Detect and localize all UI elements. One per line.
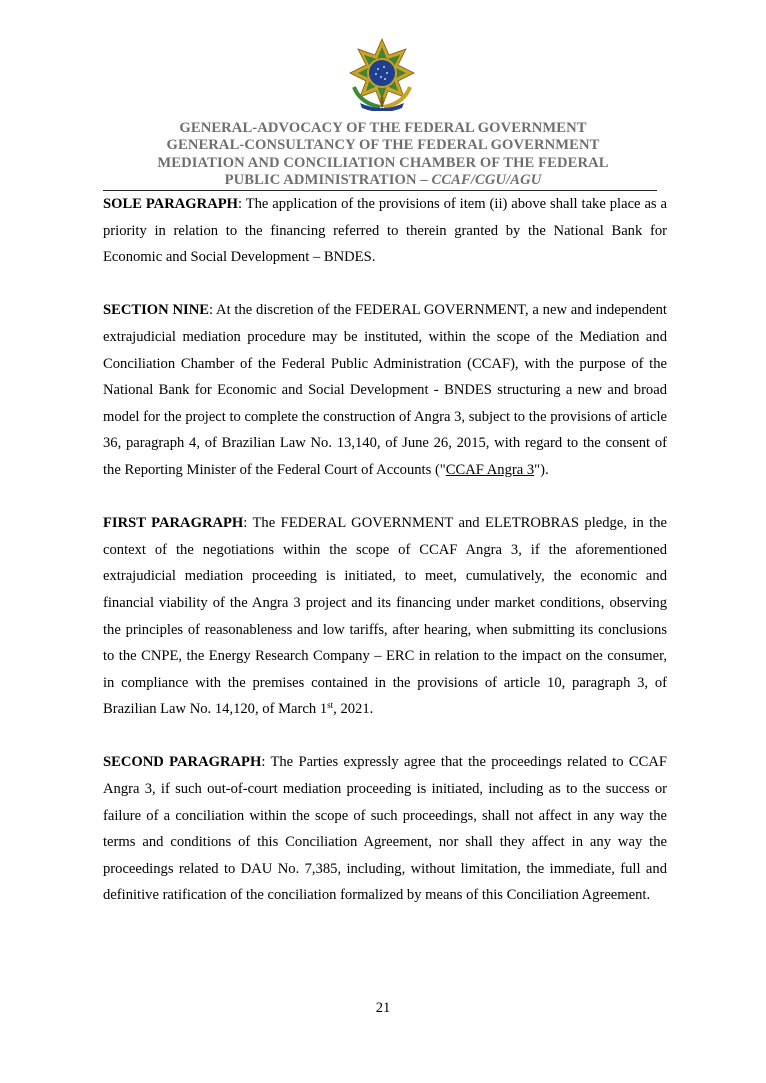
section-nine-label: SECTION NINE: [103, 302, 209, 319]
header-line-consultancy: GENERAL-CONSULTANCY OF THE FEDERAL GOVERNMENT: [166, 137, 600, 154]
first-paragraph: [103, 510, 667, 723]
sole-paragraph: [103, 191, 667, 271]
first-paragraph-text-end: , 2021.: [333, 701, 374, 718]
brazil-coat-of-arms-emblem: [346, 37, 418, 111]
header-line-administration: [90, 172, 676, 189]
header-line-agency: GENERAL-ADVOCACY OF THE FEDERAL GOVERNMENT: [179, 120, 587, 136]
document-body: [103, 191, 667, 936]
second-paragraph-label: SECOND PARAGRAPH: [103, 754, 262, 771]
section-nine-text: : At the discretion of the FEDERAL GOVERNMENT, a new and independent extrajudicial mediation procedure may be instituted, within the scope of the Mediation and Conciliation Chamber of the Federal Public Administration (CCAF), with the purpose of the National Bank for Economic and Social Development - BNDES structuring a new and broad model for the project to complete the construction of Angra 3, subject to the provisions of article 36, paragraph 4, of Brazilian Law No. 13,140, of June 26, 2015, with regard to the consent of the Reporting Minister of the Federal Court of Accounts (": [103, 302, 667, 478]
sole-paragraph-text: : The application of the provisions of item (ii) above shall take place as a priority in relation to the financing referred to therein granted by the National Bank for Economic and Social Development – BNDES.: [103, 196, 667, 266]
section-nine-text-end: ").: [534, 461, 549, 478]
sole-paragraph-label: SOLE PARAGRAPH: [103, 196, 238, 212]
section-nine-paragraph: [103, 297, 667, 483]
page-number: 21: [375, 1000, 391, 1016]
header-line-administration-text: PUBLIC ADMINISTRATION –: [224, 172, 432, 189]
first-paragraph-label: FIRST PARAGRAPH: [103, 515, 244, 532]
defined-term-ccaf-angra-3: CCAF Angra 3: [445, 461, 535, 478]
ordinal-suffix: st: [327, 700, 334, 711]
first-paragraph-text: : The FEDERAL GOVERNMENT and ELETROBRAS pledge, in the context of the negotiations within the scope of CCAF Angra 3, if the aforementioned extrajudicial mediation proceeding is initiated, to meet, cumulatively, the economic and financial viability of the Angra 3 project and its financing under market conditions, observing the principles of reasonableness and low tariffs, after hearing, when submitting its conclusions to the CNPE, the Energy Research Company – ERC in relation to the impact on the consumer, in compliance with the premises contained in the provisions of article 10, paragraph 3, of Brazilian Law No. 14,120, of March 1: [103, 515, 668, 718]
second-paragraph-text: : The Parties expressly agree that the proceedings related to CCAF Angra 3, if such out-of-court mediation proceeding is initiated, including as to the success or failure of a conciliation within the scope of such proceedings, shall not affect in any way the terms and conditions of this Conciliation Agreement, nor shall they affect in any way the proceedings related to DAU No. 7,385, including, without limitation, the immediate, full and definitive ratification of the conciliation formalized by means of this Conciliation Agreement.: [103, 754, 667, 904]
document-header: [90, 120, 676, 190]
header-acronym: CCAF/CGU/AGU: [431, 172, 542, 189]
second-paragraph: [103, 749, 667, 909]
header-line-chamber: MEDIATION AND CONCILIATION CHAMBER OF THE FEDERAL: [157, 154, 609, 171]
